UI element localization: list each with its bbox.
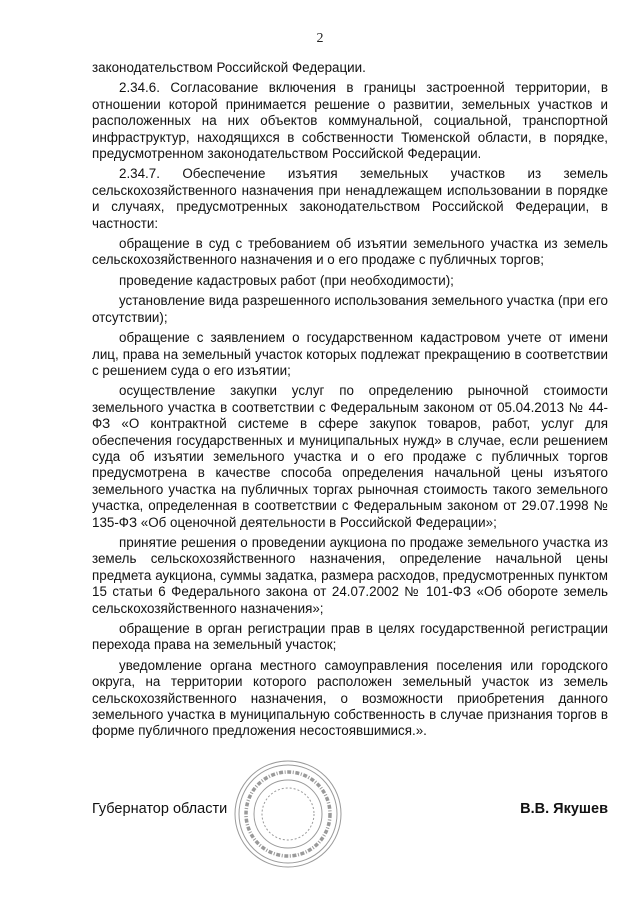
list-item-registration-appeal: обращение в орган регистрации прав в целях государственной регистрации перехода права на земельный участок; bbox=[92, 621, 608, 653]
list-item-cadastral-works: проведение кадастровых работ (при необходимости); bbox=[119, 272, 454, 288]
list-item-cadastral-registration: обращение с заявлением о государственном кадастровом учете от имени лиц, права на земельный участок которых подлежат прекращению в соответствии с решением суда о его изъятии; bbox=[92, 330, 608, 378]
paragraph-continuation: законодательством Российской Федерации. bbox=[92, 60, 366, 75]
document-body bbox=[92, 60, 608, 744]
list-item-valuation-procurement: осуществление закупки услуг по определению рыночной стоимости земельного участка в соответствии с Федеральным законом от 05.04.2013 № 44-ФЗ «О контрактной системе в сфере закупок товаров, работ, услуг для обеспечения государственных и муниципальных нужд» в случае, если решением суда об изъятии земельного участка и о его продаже с публичных торгов предусмотрена в качестве способа определения начальной цены изъятого земельного участка на публичных торгах рыночная стоимость такого земельного участка, определенная в соответствии с Федеральным законом от 29.07.1998 № 135-ФЗ «Об оценочной деятельности в Российской Федерации»; bbox=[92, 383, 608, 530]
list-item-auction-decision: принятие решения о проведении аукциона по продаже земельного участка из земель сельскохозяйственного назначения, определение начальной цены предмета аукциона, суммы задатка, размера расходов, предусмотренных пунктом 15 статьи 6 Федерального закона от 24.07.2002 № 101-ФЗ «Об обороте земель сельскохозяйственного назначения»; bbox=[92, 534, 608, 616]
paragraph-2-34-6: 2.34.6. Согласование включения в границы застроенной территории, в отношении которой принимается решение о развитии, земельных участков и расположенных на них объектов коммунальной, социальной, транспортной инфраструктур, находящихся в собственности Тюменской области, в порядке, предусмотренном законодательством Российской Федерации. bbox=[92, 80, 608, 162]
signatory-name: В.В. Якушев bbox=[520, 801, 608, 817]
list-item-court-appeal: обращение в суд с требованием об изъятии земельного участка из земель сельскохозяйственного назначения и о его продаже с публичных торгов; bbox=[92, 236, 608, 268]
list-item-permitted-use: установление вида разрешенного использования земельного участка (при его отсутствии); bbox=[92, 293, 608, 325]
list-item-municipality-notice: уведомление органа местного самоуправления поселения или городского округа, на территории которого расположен земельный участок из земель сельскохозяйственного назначения, о возможности приобретения данного земельного участка в муниципальную собственность в случае признания торгов в форме публичного предложения несостоявшимися.». bbox=[92, 657, 608, 739]
paragraph-2-34-7: 2.34.7. Обеспечение изъятия земельных участков из земель сельскохозяйственного назначения при ненадлежащем использовании в порядке и случаях, предусмотренных законодательством Российской Федерации, в частности: bbox=[92, 166, 608, 231]
signature-block bbox=[92, 793, 608, 823]
page-number: 2 bbox=[316, 31, 324, 46]
signatory-title: Губернатор области bbox=[92, 801, 228, 817]
